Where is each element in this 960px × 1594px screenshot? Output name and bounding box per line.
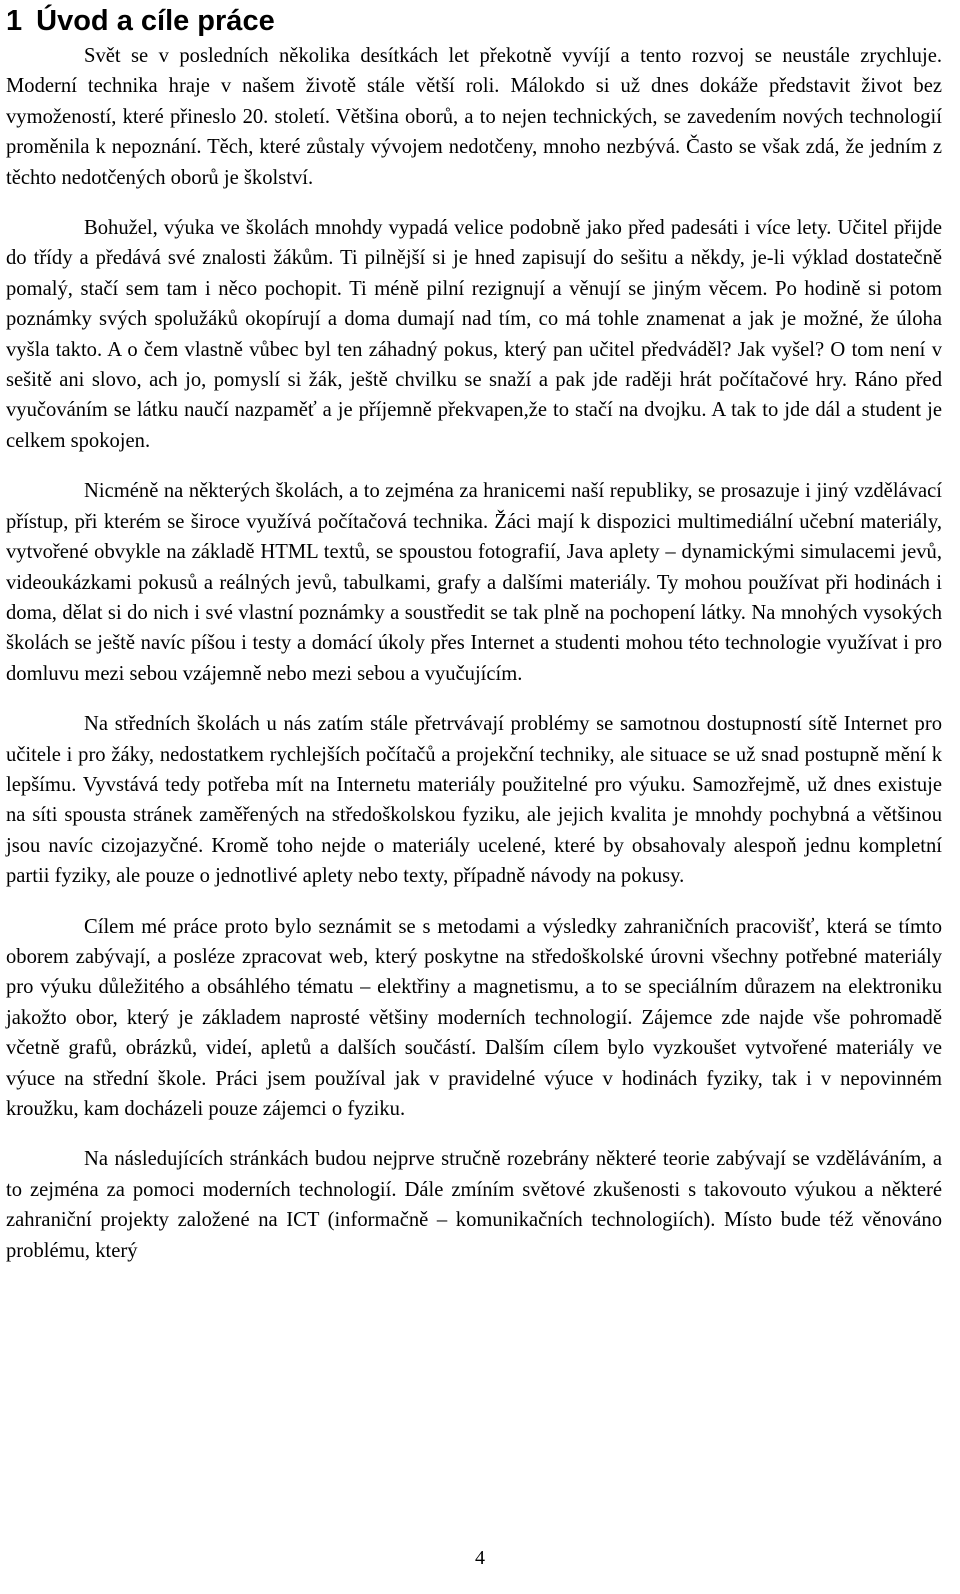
paragraph-5: Cílem mé práce proto bylo seznámit se s metodami a výsledky zahraničních pracovišť, která se tímto oborem zabývají, a posléze zpracovat web, který poskytne na středoškolské úrovni všechny potřebné materiály pro výuku důležitého a obsáhlého tématu – elektřiny a magnetismu, a to se speciálním důrazem na elektroniku jakožto obor, který je základem naprosté většiny moderních technologií. Zájemce zde najde vše pohromadě včetně grafů, obrázků, videí, apletů a dalších součástí. Dalším cílem bylo vyzkoušet vytvořené materiály ve výuce na střední škole. Práci jsem používal jak v pravidelné výuce v hodinách fyziky, tak i v nepovinném kroužku, kam docházeli pouze zájemci o fyziku. xyxy=(6,915,942,1120)
paragraph-1: Svět se v posledních několika desítkách let překotně vyvíjí a tento rozvoj se neustále zrychluje. Moderní technika hraje v našem životě stále větší roli. Málokdo si už dnes dokáže představit život bez vymožeností, které přineslo 20. století. Většina oborů, a to nejen technických, se zavedením nových technologií proměnila k nepoznání. Těch, které zůstaly vývojem nedotčeny, mnoho nezbývá. Často se však zdá, že jedním z těchto nedotčených oborů je školství. xyxy=(6,45,942,189)
chapter-heading xyxy=(6,2,275,40)
body-text xyxy=(6,41,942,1286)
paragraph-2: Bohužel, výuka ve školách mnohdy vypadá velice podobně jako před padesáti i více lety. Učitel přijde do třídy a předává své znalosti žákům. Ti pilnější si je hned zapisují do sešitu a někdy, je-li výklad dostatečně pomalý, stačí sem tam i něco pochopit. Ti méně pilní rezignují a věnují se jiným věcem. Po hodině si potom poznámky svých spolužáků okopírují a doma dumají nad tím, co má tohle znamenat a jak je možné, že úloha vyšla takto. A o čem vlastně vůbec byl ten záhadný pokus, který pan učitel předváděl? Jak vyšel? O tom není v sešitě ani slovo, ach jo, pomyslí si žák, ještě chvilku se snaží a pak jde raději hrát počítačové hry. Ráno před vyučováním se látku naučí nazpaměť a je příjemně překvapen,že to stačí na dvojku. A tak to jde dál a student je celkem spokojen. xyxy=(6,217,942,452)
paragraph-6: Na následujících stránkách budou nejprve stručně rozebrány některé teorie zabývají se vzděláváním, a to zejména za pomoci moderních technologií. Dále zmíním světové zkušenosti s takovouto výukou a některé zahraniční projekty založené na ICT (informačně – komunikačních technologiích). Místo bude též věnováno problému, který xyxy=(6,1148,942,1262)
chapter-number: 1 xyxy=(6,5,23,37)
chapter-title: Úvod a cíle práce xyxy=(36,5,275,37)
page-number: 4 xyxy=(475,1547,485,1569)
paragraph-4: Na středních školách u nás zatím stále přetrvávají problémy se samotnou dostupností sítě Internet pro učitele i pro žáky, nedostatkem rychlejších počítačů a projekční techniky, ale situace se už snad postupně mění k lepšímu. Vyvstává tedy potřeba mít na Internetu materiály použitelné pro výuku. Samozřejmě, už dnes existuje na síti spousta stránek zaměřených na středoškolskou fyziku, ale jejich kvalita je mnohdy pochybná a většinou jsou navíc cizojazyčné. Kromě toho nejde o materiály ucelené, které by obsahovaly alespoň jednu kompletní partii fyziky, ale pouze o jednotlivé aplety nebo texty, případně návody na pokusy. xyxy=(6,713,942,888)
paragraph-3: Nicméně na některých školách, a to zejména za hranicemi naší republiky, se prosazuje i jiný vzdělávací přístup, při kterém se široce využívá počítačová technika. Žáci mají k dispozici multimediální učební materiály, vytvořené obvykle na základě HTML textů, se spoustou fotografií, Java aplety – dynamickými simulacemi jevů, videoukázkami pokusů a reálných jevů, tabulkami, grafy a dalšími materiály. Ty mohou používat při hodinách i doma, dělat si do nich i své vlastní poznámky a soustředit se tak plně na pochopení látky. Na mnohých vysokých školách se ještě navíc píšou i testy a domácí úkoly přes Internet a studenti mohou této technologie využívat i pro domluvu mezi sebou vzájemně nebo mezi sebou a vyučujícím. xyxy=(6,480,942,685)
